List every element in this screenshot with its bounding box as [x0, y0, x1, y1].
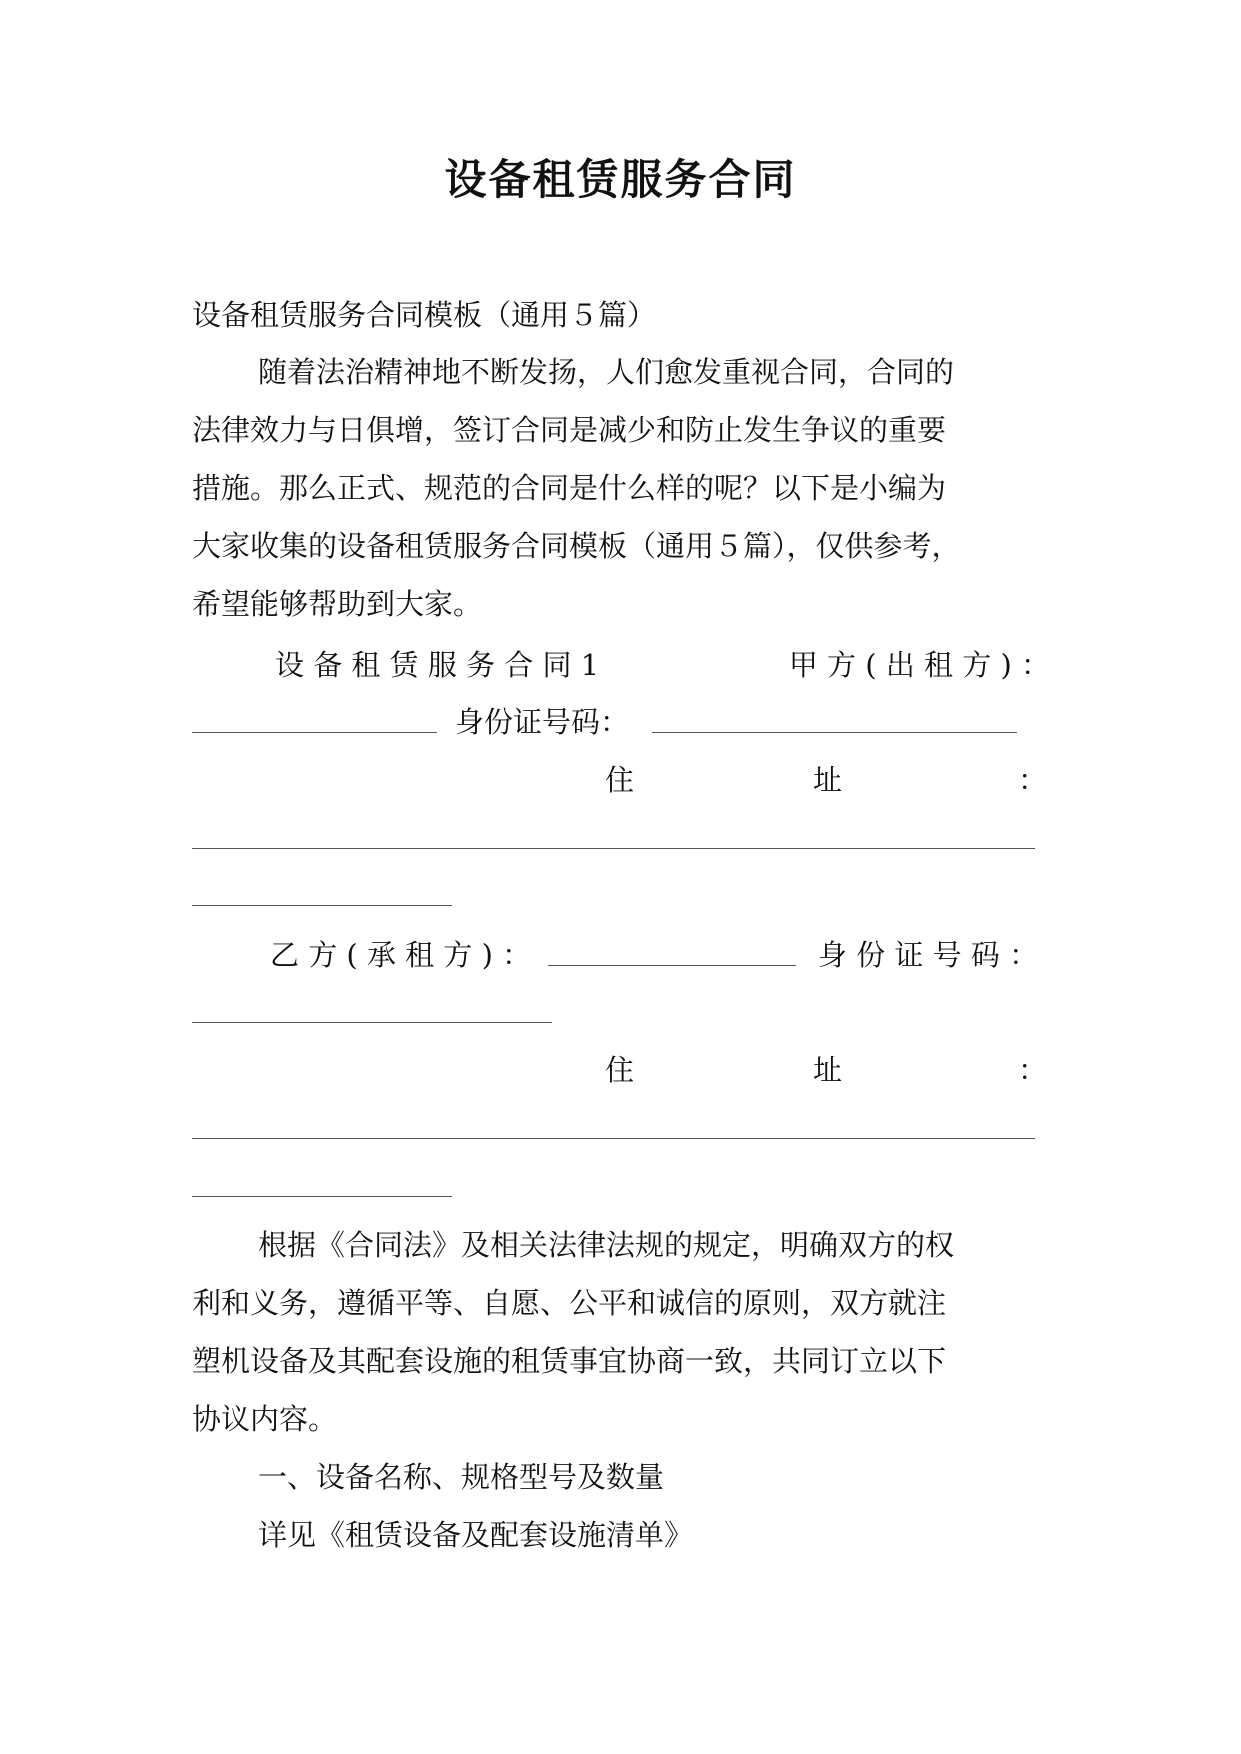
basis-line-2: 利和义务，遵循平等、自愿、公平和诚信的原则，双方就注: [192, 1286, 947, 1320]
contract-heading-row: [275, 645, 1050, 685]
intro-line-4: 大家收集的设备租赁服务合同模板（通用５篇），仅供参考，: [192, 529, 961, 563]
party-a-address-char-2: 址: [813, 763, 843, 797]
section-1-body: 详见《租赁设备及配套设施清单》: [258, 1518, 694, 1552]
section-1-title: 一、设备名称、规格型号及数量: [258, 1460, 665, 1494]
party-a-name-blank[interactable]: [192, 732, 437, 733]
party-a-address-blank-2[interactable]: [192, 905, 452, 906]
party-b-address-blank-1[interactable]: [192, 1138, 1035, 1139]
document-title: 设备租赁服务合同: [444, 155, 797, 204]
party-a-address-colon: ：: [1018, 763, 1048, 797]
intro-line-5: 希望能够帮助到大家。: [192, 587, 483, 621]
basis-line-1: 根据《合同法》及相关法律法规的规定，明确双方的权: [258, 1228, 955, 1262]
party-a-id-blank[interactable]: [652, 732, 1017, 733]
party-a-label: 甲 方 ( 出 租 方 ) ：: [788, 648, 1050, 682]
party-b-address-blank-2[interactable]: [192, 1196, 452, 1197]
party-a-address-blank-1[interactable]: [192, 848, 1035, 849]
basis-line-3: 塑机设备及其配套设施的租赁事宜协商一致，共同订立以下: [192, 1344, 947, 1378]
intro-line-3: 措施。那么正式、规范的合同是什么样的呢？以下是小编为: [192, 471, 947, 505]
contract-heading: 设 备 租 赁 服 务 合 同 1: [275, 648, 600, 682]
party-b-label: 乙 方 ( 承 租 方 ) ：: [270, 938, 532, 972]
party-b-name-blank[interactable]: [548, 965, 796, 966]
intro-line-2: 法律效力与日俱增，签订合同是减少和防止发生争议的重要: [192, 413, 947, 447]
document-subtitle: 设备租赁服务合同模板（通用５篇）: [192, 298, 657, 332]
party-a-address-char-1: 住: [605, 763, 635, 797]
party-b-address-char-2: 址: [813, 1053, 843, 1087]
party-a-id-label: 身份证号码：: [455, 705, 630, 739]
party-b-address-char-1: 住: [605, 1053, 635, 1087]
intro-line-1: 随着法治精神地不断发扬，人们愈发重视合同，合同的: [258, 355, 955, 389]
party-b-address-colon: ：: [1018, 1053, 1048, 1087]
party-b-id-label: 身 份 证 号 码 ：: [818, 938, 1039, 972]
basis-line-4: 协议内容。: [192, 1402, 338, 1436]
party-b-id-blank[interactable]: [192, 1022, 552, 1023]
